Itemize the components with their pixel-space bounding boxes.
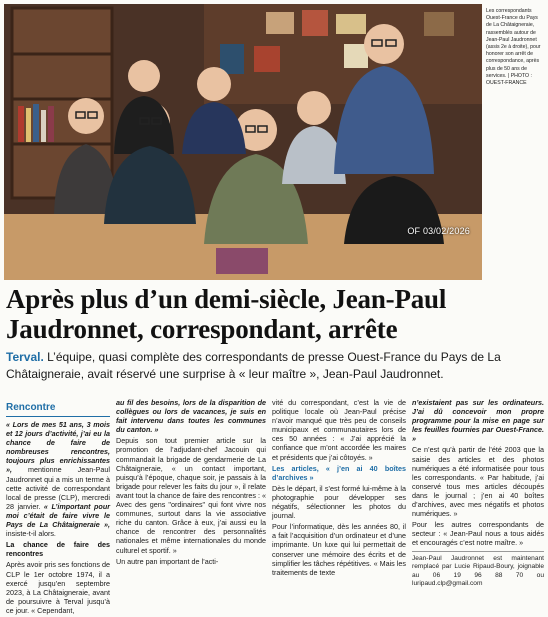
article-lead [6,349,546,383]
col1-text-1: mentionne Jean-Paul Jaudronnet qui a mis un terme à cette activité de correspondant local de presse (CLP), mercredi 28 janvier. [6,465,110,511]
col4-separator [412,551,544,552]
col1-para-2: Après avoir pris ses fonctions de CLP le 1er octobre 1974, il a exercé jusqu’en septembre 2023, à La Châtaigneraie, avant de poursuivre à Terval jusqu’à ce jour. « Cependant, [6,560,110,615]
col2-para-1: au fil des besoins, lors de la disparition de collègues ou lors de vacances, je suis en fait intervenu dans toutes les communes du canton. » [116,398,266,435]
article-column-2 [116,398,266,568]
col4-para-3: Pour les autres correspondants de secteur : « Jean-Paul nous a tous aidés et encouragés c’est notre maître. » [412,520,544,548]
col1-text-2: insiste-t-il alors. [6,529,56,539]
lead-place: Terval. [6,350,44,364]
article-column-4 [412,398,544,591]
col2-para-3: Un autre pan important de l’acti- [116,556,219,566]
col1-para-1 [6,420,110,538]
group-photo [4,4,482,280]
col1-subtitle: La chance de faire des rencontres [6,540,110,559]
group-photo-illustration [4,4,482,280]
col3-para-3: Pour l’informatique, dès les années 80, il a fait l’acquisition d’un ordinateur et d’une imprimante. Un luxe qui lui permettait de conserver une mémoire des écrits et de simplifier les tâches répétitives. « Mais les traitements de texte [272,522,406,577]
article-headline: Après plus d’un demi-siècle, Jean-Paul Jaudronnet, correspondant, arrête [6,284,447,344]
col4-para-1: n’existaient pas sur les ordinateurs. J’ai dû concevoir mon propre programme pour la mise en page sur les feuilles fournies par Ouest-France. » [412,398,544,444]
rubric-divider [6,416,110,417]
col3-para-1: vité du correspondant, c’est la vie de politique locale où Jean-Paul précise n’avoir manqué que très peu de conseils municipaux et communautaires lors de ces 50 années : « J’ai apprécié la confiance que m’ont accordée les maires et présidents que j’ai côtoyés. » [272,398,406,462]
col3-para-2: Dès le départ, il s’est formé lui-même à la photographie pour développer ses négatifs, sélectionner les photos du journal. [272,483,406,521]
article-column-1 [6,420,110,617]
col4-para-2: Ce n’est qu’à partir de l’été 2003 que la saisie des articles et des photos numériques a été informatisée pour tous les correspondants. « Par habitude, j’ai conservé tous mes articles découpés dans le journal ; j’en ai 40 boîtes d’archives, avec mes négatifs et photos numériques. » [412,445,544,519]
lead-text: L’équipe, quasi complète des correspondants de presse Ouest-France du Pays de La Châtaigneraie, avait réservé une surprise à « leur maître », Jean-Paul Jaudronnet. [6,350,501,381]
col1-quote-2: « L’important pour moi c’était de faire vivre le Pays de La Châtaigneraie », [6,501,111,530]
article-column-3 [272,398,406,579]
photo-credit: OF 03/02/2026 [407,226,470,236]
rubric-label: Rencontre [6,402,56,413]
col3-subtitle: Les articles, « j’en ai 40 boîtes d’archives » [272,463,406,482]
col2-para-2: Depuis son tout premier article sur la promotion de l’adjudant-chef Jacouin qui commandait la brigade de gendarmerie de La Châtaigneraie, « un contact important, puisqu’à l’époque, chaque soir, je passais à la brigade pour relever les faits du jour », il relate avant tout la chance de faire des rencontres : « Avec des gens "ordinaires" qui font vivre nos communes, surtout dans la vie associative riche du canton. Grâce à eux, j’ai aussi eu la chance de rencontrer des personnalités nationales et même internationales du monde culturel et sportif. » [116,436,266,555]
replacement-note: Jean-Paul Jaudronnet est maintenant remplacé par Lucie Ripaud-Boury, joignable au 06 19 96 88 70 ou luripaud.clp@gmail.com [412,554,544,588]
photo-caption: Les correspondants Ouest-France du Pays de La Châtaigneraie, rassemblés autour de Jean-Paul Jaudronnet (assis 2e à droite), pour honorer son arrêt de correspondance, après plus de 50 ans de services. | PHOTO : OUEST-FRANCE [486,8,541,87]
col1-quote-1: « Lors de mes 51 ans, 3 mois et 12 jours d’activité, j’ai eu la chance de faire de nombreuses rencontres, toujours plus enrichissantes », [6,420,110,475]
